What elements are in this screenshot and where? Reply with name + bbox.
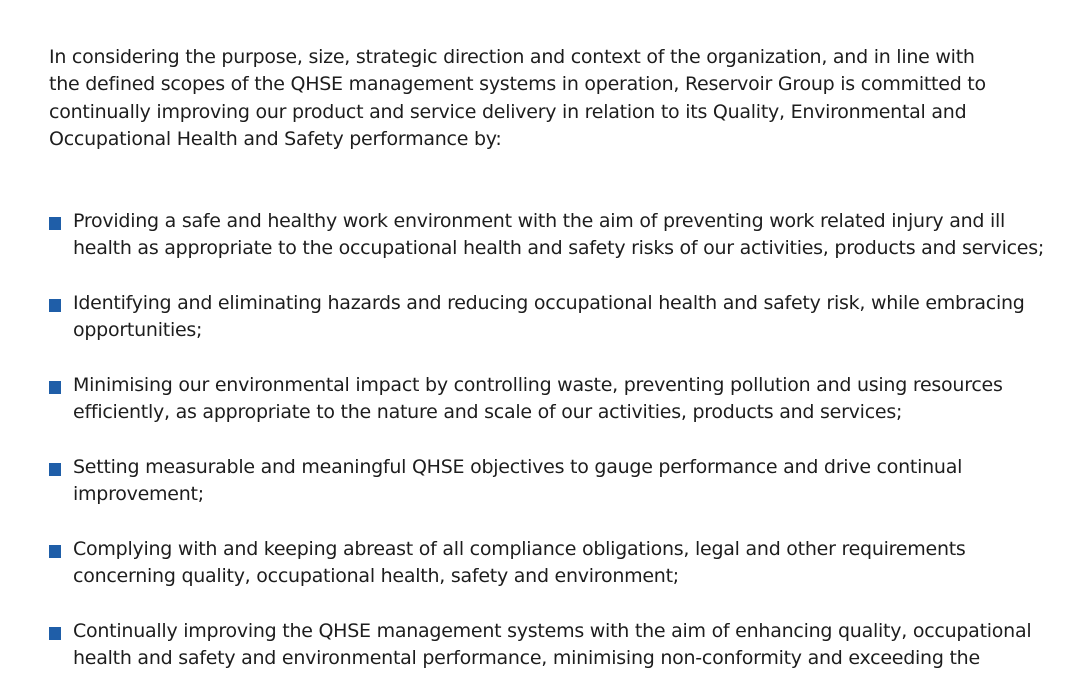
- bullet-square-icon: [49, 463, 61, 476]
- list-item-text: Continually improving the QHSE management systems with the aim of enhancing quality, occupational health and safety and environmental performance, minimising non-conformity and exceeding the: [73, 620, 1032, 670]
- list-item-text: Providing a safe and healthy work environment with the aim of preventing work related injury and ill health as appropriate to the occupational health and safety risks of our activities, products and services;: [73, 210, 1045, 260]
- bullet-square-icon: [49, 217, 61, 230]
- list-item-text: Identifying and eliminating hazards and reducing occupational health and safety risk, while embracing opportunities;: [73, 292, 1025, 342]
- bullet-square-icon: [49, 545, 61, 558]
- list-item-text: Complying with and keeping abreast of all compliance obligations, legal and other requirements concerning quality, occupational health, safety and environment;: [73, 538, 966, 588]
- list-item-text: Minimising our environmental impact by controlling waste, preventing pollution and using resources efficiently, as appropriate to the nature and scale of our activities, products and services;: [73, 374, 1003, 424]
- list-item-text: Setting measurable and meaningful QHSE objectives to gauge performance and drive continual improvement;: [73, 456, 963, 506]
- bullet-square-icon: [49, 299, 61, 312]
- bullet-square-icon: [49, 627, 61, 640]
- intro-paragraph: In considering the purpose, size, strategic direction and context of the organization, and in line with the defined scopes of the QHSE management systems in operation, Reservoir Group is committed to continually improving our product and service delivery in relation to its Quality, Environmental and Occupational Health and Safety performance by:: [49, 46, 986, 150]
- bullet-square-icon: [49, 381, 61, 394]
